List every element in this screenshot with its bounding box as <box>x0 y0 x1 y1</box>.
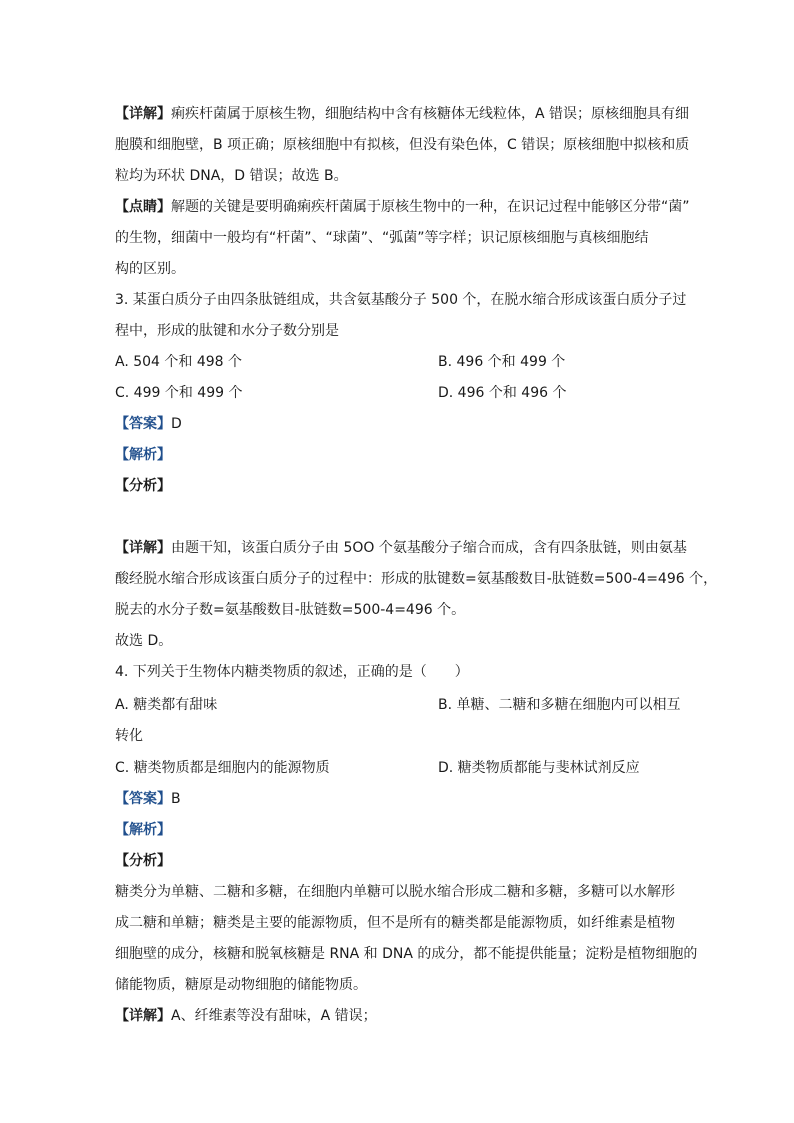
q3-detail-line-1 <box>115 538 685 558</box>
q3-option-d: D. 496 个和 496 个 <box>438 385 567 401</box>
fenxi-tag: 【分析】 <box>115 478 171 494</box>
q2-comment-line-3: 构的区别。 <box>115 261 185 277</box>
detail-tag: 【详解】 <box>115 106 171 122</box>
q3-option-c: C. 499 个和 499 个 <box>115 385 243 401</box>
q4-stem: 4. 下列关于生物体内糖类物质的叙述，正确的是（ ） <box>115 664 469 680</box>
q3-detail-line-3: 脱去的水分子数=氨基酸数目-肽链数=500-4=496 个。 <box>115 602 466 618</box>
q3-detail-line-2: 酸经脱水缩合形成该蛋白质分子的过程中：形成的肽键数=氨基酸数目-肽链数=500-4=496 个， <box>115 571 718 587</box>
q4-option-c: C. 糖类物质都是细胞内的能源物质 <box>115 760 330 776</box>
q2-detail-line-1 <box>115 104 690 124</box>
comment-tag: 【点睛】 <box>115 199 171 215</box>
answer-tag: 【答案】 <box>115 791 171 807</box>
detail-text: 由题干知，该蛋白质分子由 5OO 个氨基酸分子缩合而成，含有四条肽链，则由氨基 <box>171 540 687 556</box>
q4-detail-line-1 <box>115 1006 685 1026</box>
q3-answer <box>115 414 685 434</box>
detail-tag: 【详解】 <box>115 540 171 556</box>
q2-detail-line-2: 胞膜和细胞壁，B 项正确；原核细胞中有拟核，但没有染色体，C 错误；原核细胞中拟核和质 <box>115 137 690 153</box>
detail-text: A、纤维素等没有甜味，A 错误； <box>171 1008 377 1024</box>
analysis-tag: 【解析】 <box>115 447 171 463</box>
q3-fenxi-tag <box>115 476 685 496</box>
q4-fenxi-line-4: 储能物质，糖原是动物细胞的储能物质。 <box>115 977 367 993</box>
answer-value: B <box>171 791 181 807</box>
q2-detail-line-3: 粒均为环状 DNA，D 错误；故选 B。 <box>115 168 348 184</box>
detail-tag: 【详解】 <box>115 1008 171 1024</box>
q3-stem-line-2: 程中，形成的肽键和水分子数分别是 <box>115 323 339 339</box>
q4-answer <box>115 789 685 809</box>
q3-option-b: B. 496 个和 499 个 <box>438 354 566 370</box>
q3-analysis-tag <box>115 445 685 465</box>
comment-text: 解题的关键是要明确痢疾杆菌属于原核生物中的一种，在识记过程中能够区分带“菌” <box>171 199 690 215</box>
q4-analysis-tag <box>115 820 685 840</box>
q2-comment-line-2: 的生物，细菌中一般均有“杆菌”、“球菌”、“弧菌”等字样；识记原核细胞与真核细胞结 <box>115 230 649 246</box>
q2-comment-line-1 <box>115 197 690 217</box>
q4-option-b: B. 单糖、二糖和多糖在细胞内可以相互 <box>438 697 681 713</box>
q3-stem-line-1: 3. 某蛋白质分子由四条肽链组成，共含氨基酸分子 500 个，在脱水缩合形成该蛋白质分子过 <box>115 292 687 308</box>
q4-fenxi-line-1: 糖类分为单糖、二糖和多糖，在细胞内单糖可以脱水缩合形成二糖和多糖，多糖可以水解形 <box>115 884 675 900</box>
q4-fenxi-tag <box>115 851 685 871</box>
q4-fenxi-line-3: 细胞壁的成分，核糖和脱氧核糖是 RNA 和 DNA 的成分，都不能提供能量；淀粉是植物细胞的 <box>115 946 698 962</box>
answer-tag: 【答案】 <box>115 416 171 432</box>
analysis-tag: 【解析】 <box>115 822 171 838</box>
answer-value: D <box>171 416 182 432</box>
q4-option-a: A. 糖类都有甜味 <box>115 697 218 713</box>
q4-fenxi-line-2: 成二糖和单糖；糖类是主要的能源物质，但不是所有的糖类都是能源物质，如纤维素是植物 <box>115 915 675 931</box>
fenxi-tag: 【分析】 <box>115 853 171 869</box>
q3-detail-line-4: 故选 D。 <box>115 633 173 649</box>
q4-option-b-continued: 转化 <box>115 728 143 744</box>
detail-text: 痢疾杆菌属于原核生物，细胞结构中含有核糖体无线粒体，A 错误；原核细胞具有细 <box>171 106 690 122</box>
q4-option-d: D. 糖类物质都能与斐林试剂反应 <box>438 760 640 776</box>
q3-option-a: A. 504 个和 498 个 <box>115 354 243 370</box>
